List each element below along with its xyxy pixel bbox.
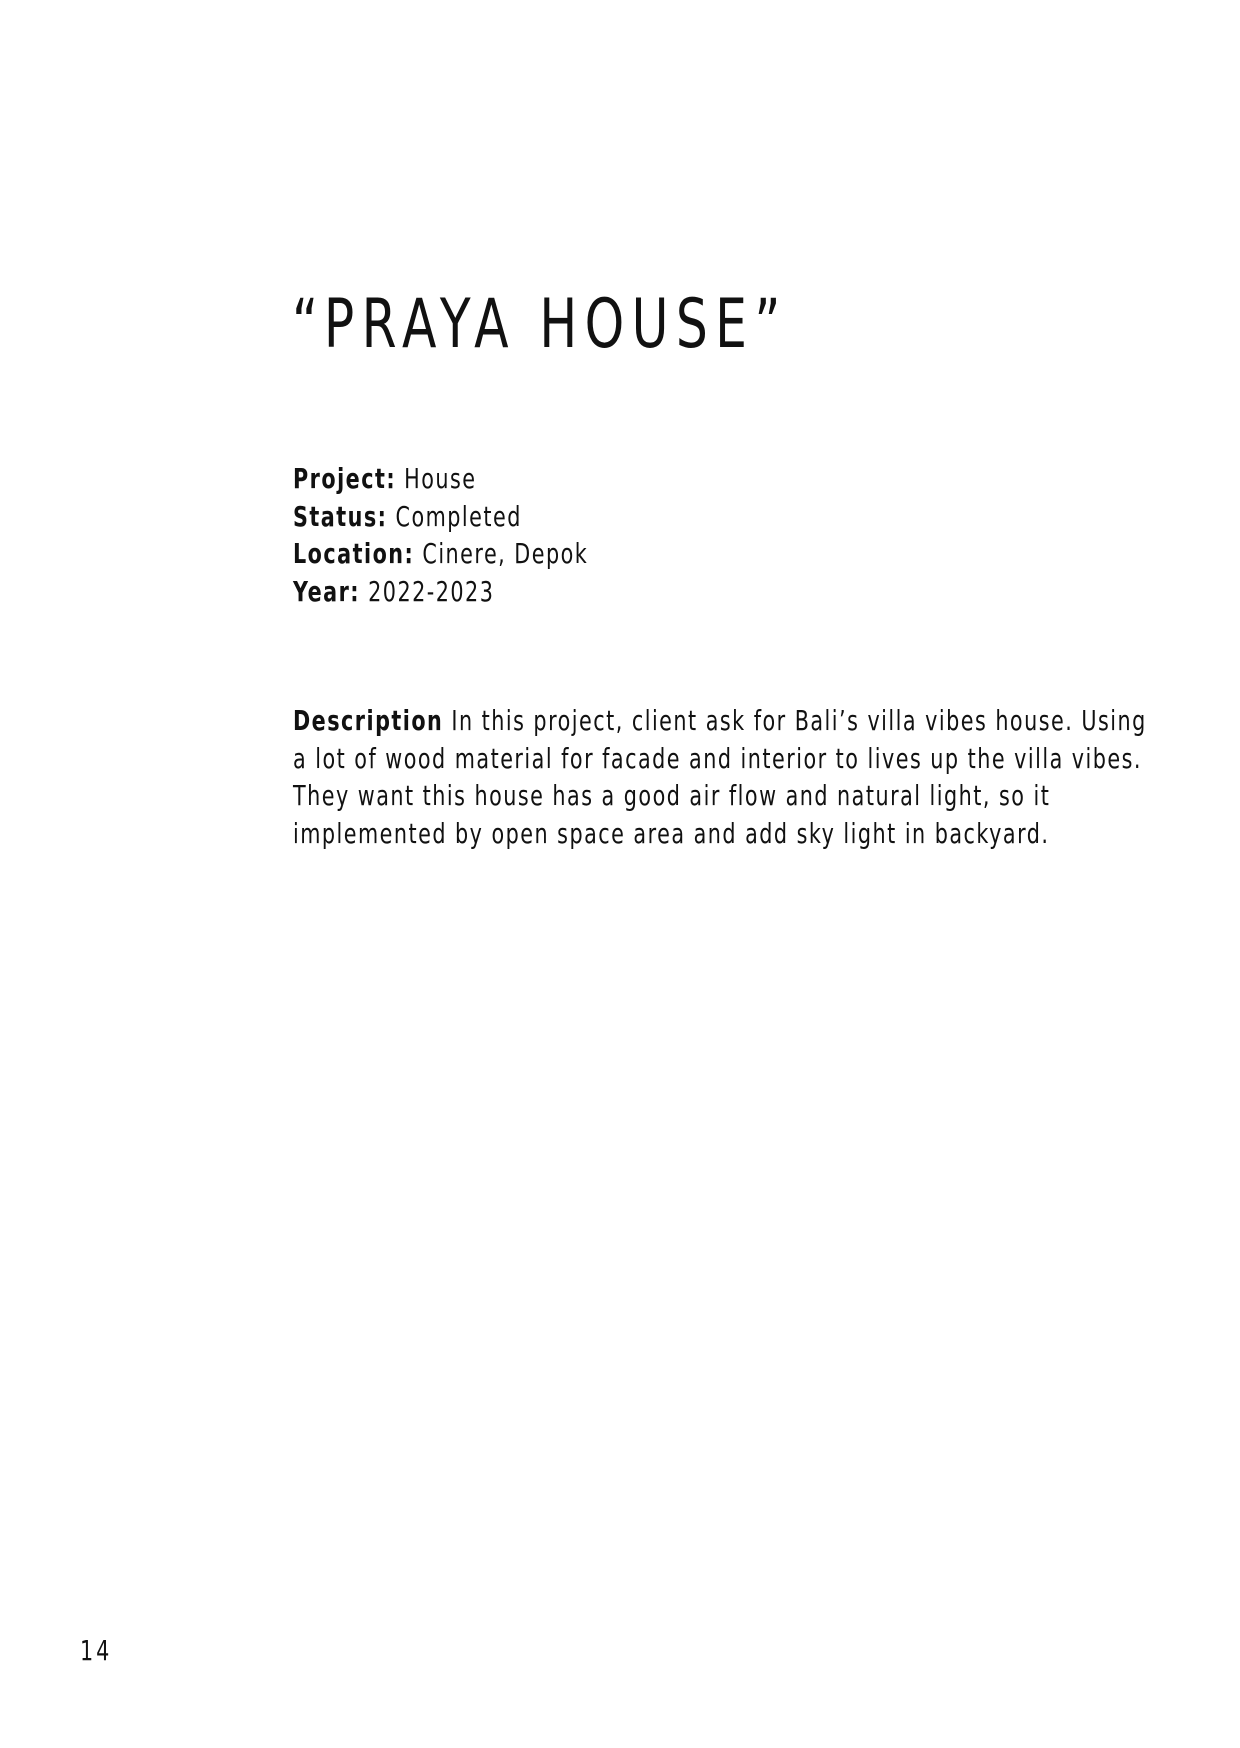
description-text-1: In this project, client ask for Bali’s villa vibes house. Using bbox=[451, 704, 1147, 737]
description-line-3: They want this house has a good air flow and natural light, so it bbox=[293, 779, 1051, 812]
project-description bbox=[293, 702, 1202, 852]
location-label: Location: bbox=[293, 537, 415, 570]
project-row bbox=[293, 460, 588, 498]
page-title: “PRAYA HOUSE” bbox=[292, 285, 788, 364]
project-value: House bbox=[404, 462, 477, 495]
project-label: Project: bbox=[293, 462, 397, 495]
status-row bbox=[293, 498, 588, 536]
description-line-1 bbox=[293, 702, 1202, 740]
status-label: Status: bbox=[293, 499, 388, 533]
project-info bbox=[293, 460, 588, 610]
location-value: Cinere, Depok bbox=[422, 537, 589, 570]
year-value: 2022-2023 bbox=[368, 574, 495, 608]
description-line-4: implemented by open space area and add sky light in backyard. bbox=[293, 816, 1050, 850]
location-row bbox=[293, 535, 588, 573]
description-line-2: a lot of wood material for facade and interior to lives up the villa vibes. bbox=[293, 741, 1142, 775]
status-value: Completed bbox=[395, 499, 522, 533]
year-label: Year: bbox=[293, 574, 361, 608]
page-number: 14 bbox=[80, 1634, 113, 1667]
year-row bbox=[293, 573, 588, 611]
description-label: Description bbox=[293, 704, 444, 737]
